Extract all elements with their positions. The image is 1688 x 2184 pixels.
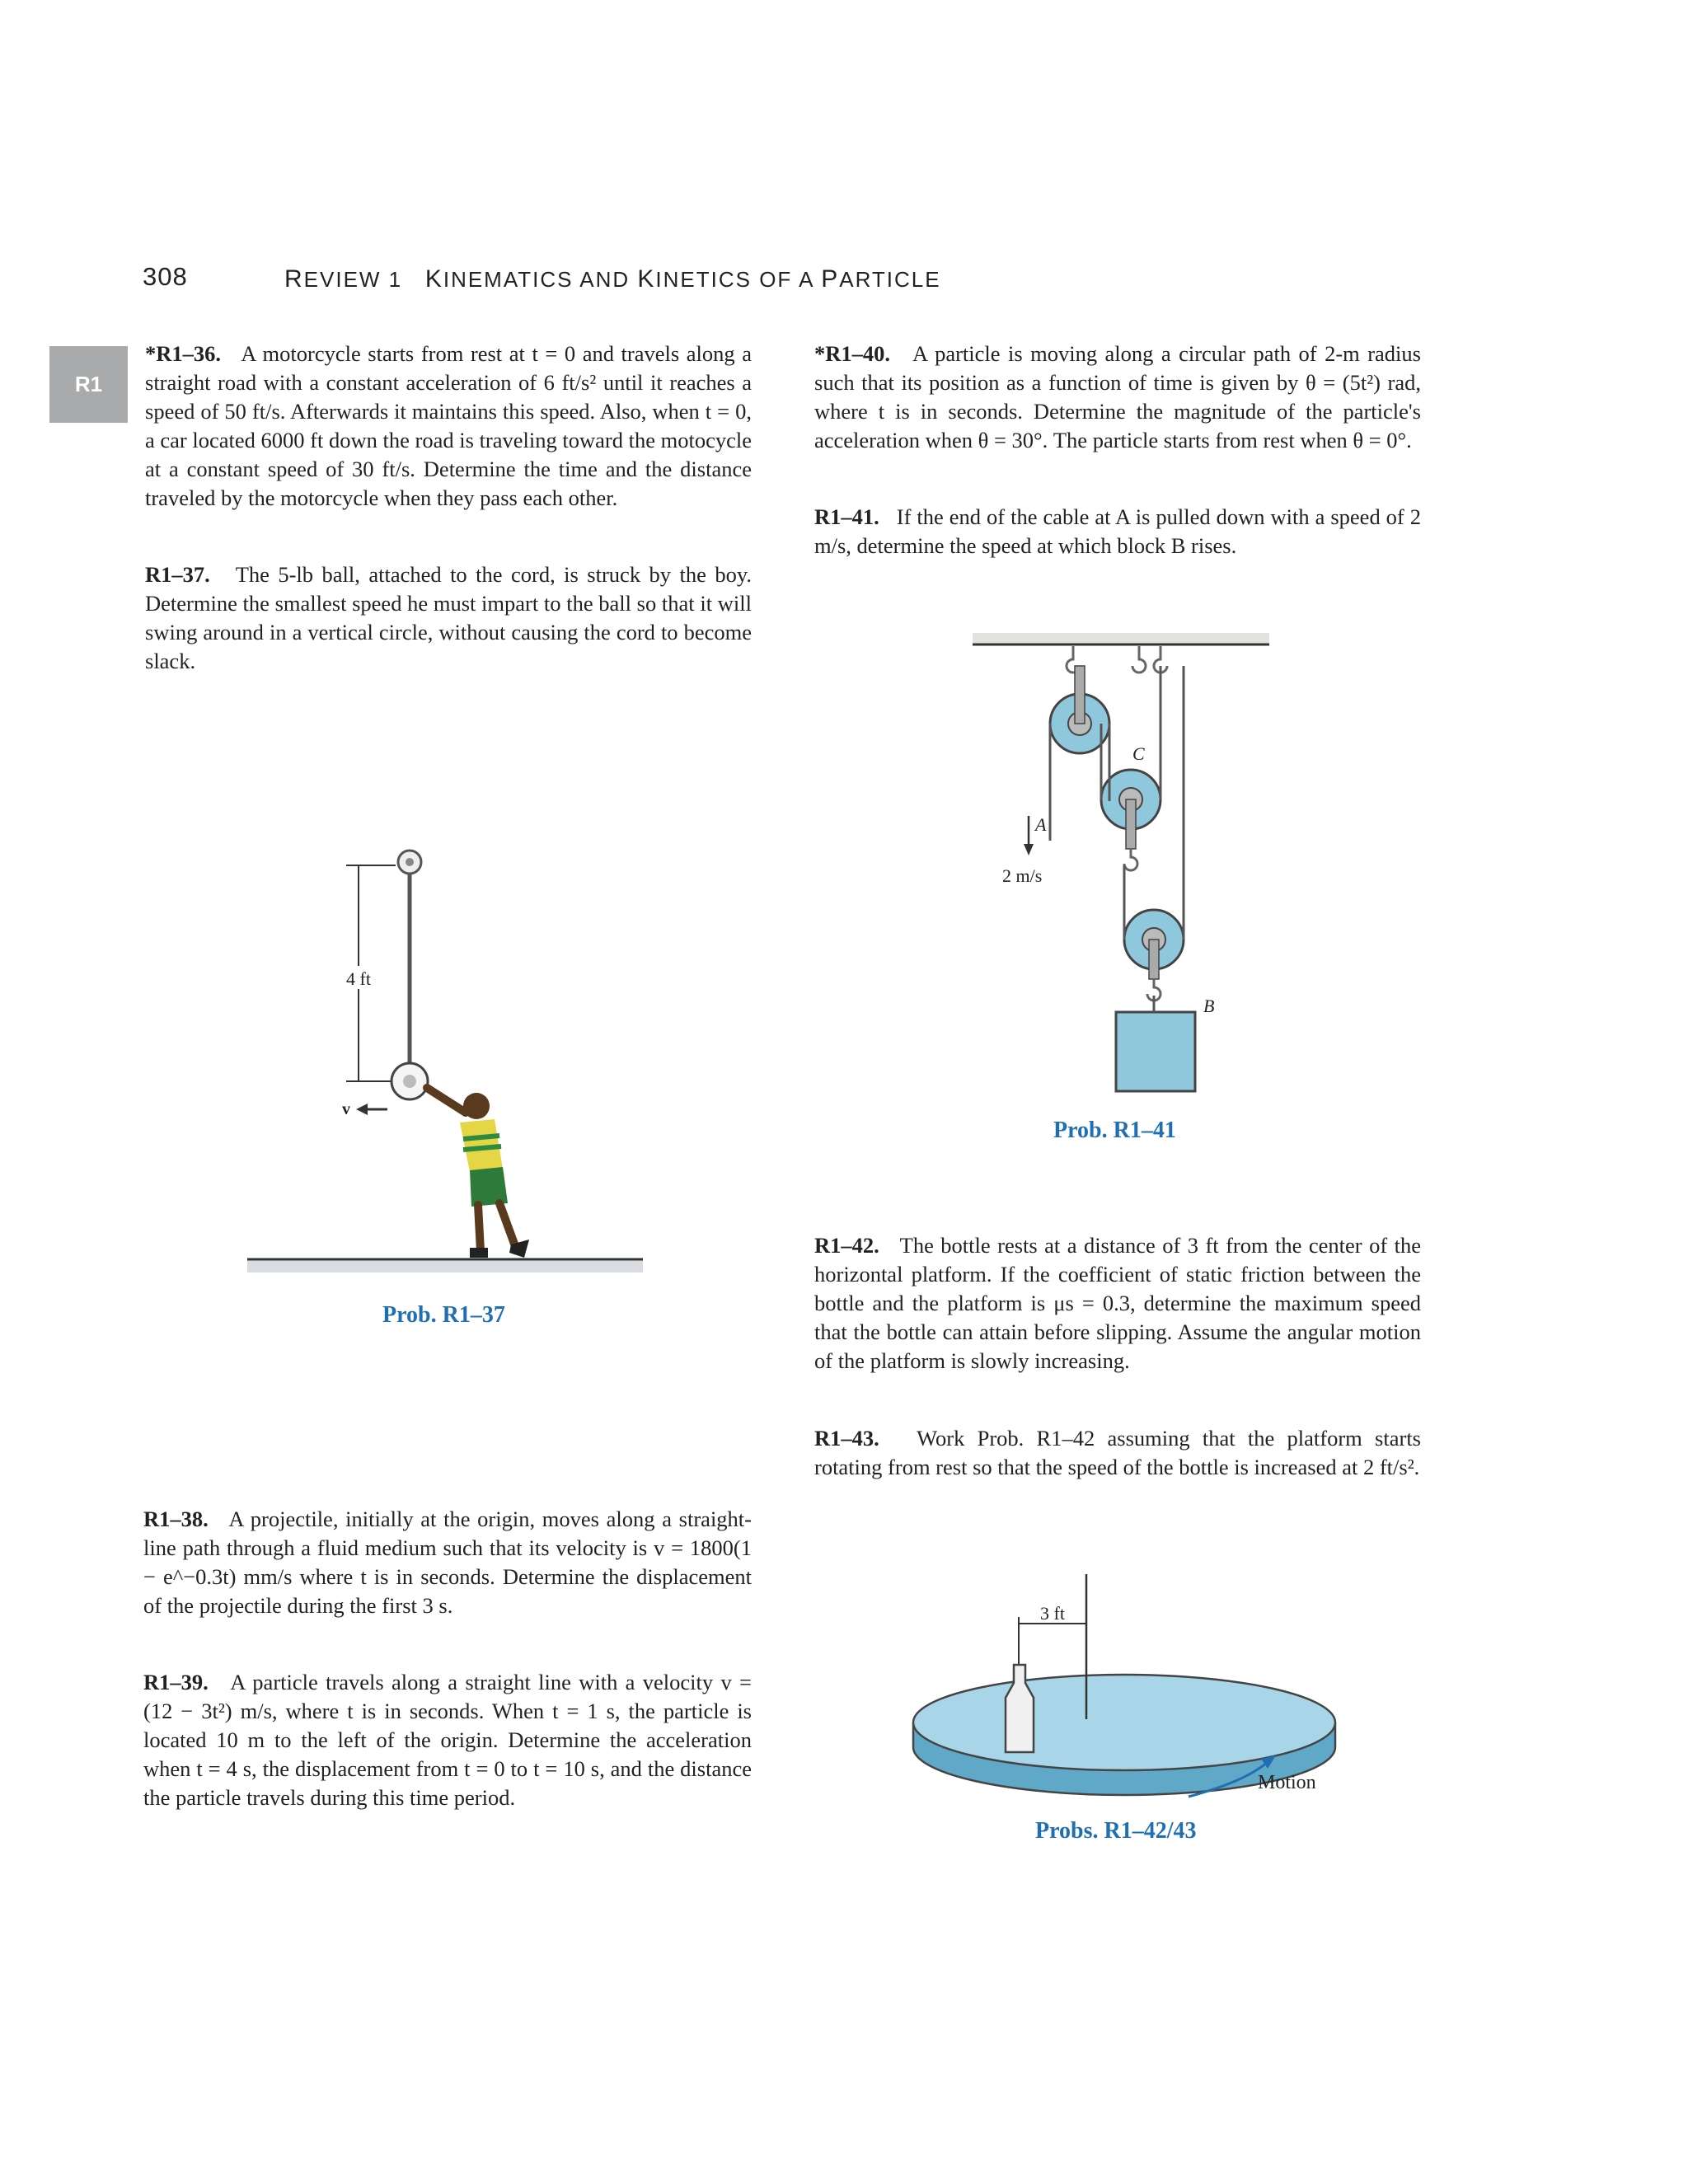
figure-r1-41 xyxy=(964,626,1278,1104)
label-dist: 3 ft xyxy=(1040,1603,1065,1624)
problem-text: A motorcycle starts from rest at t = 0 and travels along a straight road with a constant acceleration of 6 ft/s² until it reaches a speed of 50 ft/s. Afterwards it maintains this speed. Also, when t = 0, a car located 6000 ft down the road is traveling toward the motocycle at a constant speed of 30 ft/s. Determine the time and the distance traveled by the motorcycle when they pass each other. xyxy=(145,341,752,510)
block-b-icon xyxy=(1116,1012,1195,1091)
running-head-cap-r: R xyxy=(284,265,304,293)
caption-r1-42-43: Probs. R1–42/43 xyxy=(1035,1818,1197,1844)
running-head-kinematics: INEMATICS AND xyxy=(443,267,638,292)
ground-shading xyxy=(247,1259,643,1272)
running-head-particle: ARTICLE xyxy=(839,267,941,292)
problem-text: If the end of the cable at A is pulled down with a speed of 2 m/s, determine the speed at which block B rises. xyxy=(814,504,1422,558)
problem-text: Work Prob. R1–42 assuming that the platform starts rotating from rest so that the speed of the bottle is increased at 2 ft/s². xyxy=(814,1426,1421,1479)
pulley-top-bracket xyxy=(1075,666,1085,724)
chapter-tab: R1 xyxy=(49,346,128,423)
problem-text: A particle travels along a straight line with a velocity v = (12 − 3t²) m/s, where t is in seconds. When t = 1 s, the particle is located 10 m to the left of the origin. Determine the acceleration when t = 4 s, the displacement from t = 0 to t = 10 s, and the distance the particle travels during this time period. xyxy=(143,1670,752,1810)
pulley-lower-bracket xyxy=(1149,940,1159,979)
running-head-cap-p: P xyxy=(821,265,840,293)
problem-id: R1–43. xyxy=(814,1426,879,1451)
problem-id: *R1–40. xyxy=(814,341,891,366)
problem-r1-41 xyxy=(814,503,1421,560)
problem-id: R1–39. xyxy=(143,1670,209,1694)
pivot-center-icon xyxy=(406,858,414,866)
problem-id: *R1–36. xyxy=(145,341,222,366)
ball-pattern-icon xyxy=(403,1075,416,1088)
ceiling-shading xyxy=(973,633,1269,644)
running-head xyxy=(284,265,941,293)
running-head-kinetics: INETICS OF A xyxy=(655,267,822,292)
problem-id: R1–41. xyxy=(814,504,879,529)
problem-id: R1–37. xyxy=(145,562,210,587)
problem-text: A particle is moving along a circular path of 2-m radius such that its position as a function of time is given by θ = (5t²) rad, where t is in seconds. Determine the magnitude of the particle's acceleration when θ = 30°. The particle starts from rest when θ = 0°. xyxy=(814,341,1421,452)
problem-id: R1–42. xyxy=(814,1233,879,1258)
problem-r1-38 xyxy=(143,1505,752,1620)
caption-r1-37: Prob. R1–37 xyxy=(382,1302,505,1328)
bottle-icon xyxy=(1006,1665,1034,1752)
pulley-c-bracket xyxy=(1126,799,1136,849)
figure-r1-37 xyxy=(231,841,659,1302)
problem-text: The bottle rests at a distance of 3 ft from the center of the horizontal platform. If the coefficient of static friction between the bottle and the platform is μs = 0.3, determine the maximum speed that the bottle can attain before slipping. Assume the angular motion of the platform is slowly increasing. xyxy=(814,1233,1421,1373)
running-head-review: EVIEW 1 xyxy=(303,267,403,292)
running-head-cap-k1: K xyxy=(424,265,443,293)
problem-text: The 5-lb ball, attached to the cord, is struck by the boy. Determine the smallest speed he must impart to the ball so that it will swing around in a vertical circle, without causing the cord to become slack. xyxy=(145,562,752,673)
label-speed: 2 m/s xyxy=(1002,865,1043,886)
problem-r1-40 xyxy=(814,340,1421,455)
pulley-c-hook-icon xyxy=(1124,849,1137,870)
arrow-a-head-icon xyxy=(1024,844,1034,855)
problem-r1-36 xyxy=(145,340,752,513)
velocity-arrowhead-icon xyxy=(356,1104,368,1115)
label-motion: Motion xyxy=(1258,1772,1316,1793)
problem-text: A projectile, initially at the origin, moves along a straight-line path through a fluid medium such that its velocity is v = 1800(1 − e^−0.3t) mm/s where t is in seconds. Determine the displacement of the projectile during the first 3 s. xyxy=(143,1507,752,1618)
problem-r1-43 xyxy=(814,1424,1421,1482)
figure-r1-42 xyxy=(898,1558,1352,1805)
platform-top xyxy=(913,1675,1335,1770)
page-number: 308 xyxy=(143,262,188,291)
problem-r1-42 xyxy=(814,1231,1421,1376)
label-a: A xyxy=(1035,814,1047,835)
label-velocity: v xyxy=(342,1100,350,1118)
problem-r1-39 xyxy=(143,1668,752,1812)
boy-figure-icon xyxy=(427,1088,529,1258)
label-c: C xyxy=(1132,743,1145,764)
problem-id: R1–38. xyxy=(143,1507,209,1531)
label-length: 4 ft xyxy=(346,968,371,989)
caption-r1-41: Prob. R1–41 xyxy=(1053,1118,1176,1143)
label-b: B xyxy=(1203,996,1215,1016)
problem-r1-37 xyxy=(145,560,752,676)
running-head-cap-k2: K xyxy=(637,265,656,293)
